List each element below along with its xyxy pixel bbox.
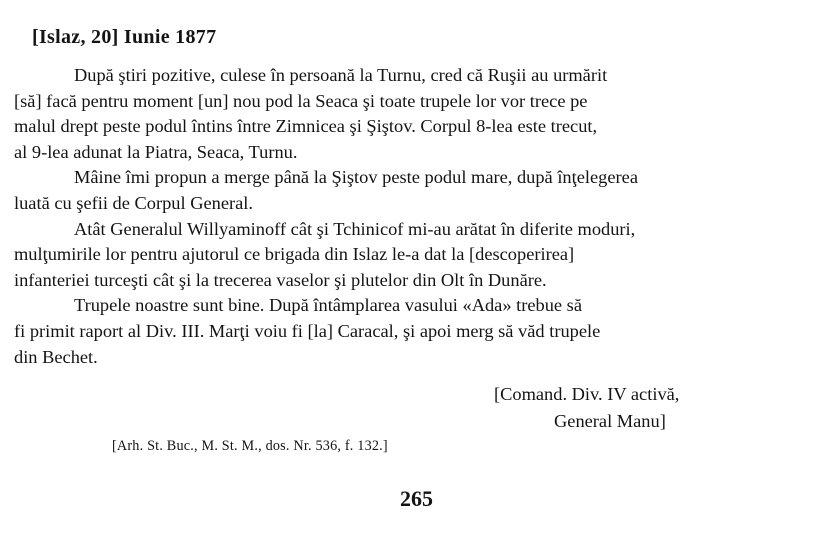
- document-body: [14, 63, 788, 370]
- text-line: din Bechet.: [14, 346, 98, 367]
- paragraph-1: [14, 63, 788, 165]
- text-line: Trupele noastre sunt bine. După întâmplarea vasului «Ada» trebue să: [74, 295, 582, 316]
- text-line: malul drept peste podul întins între Zimnicea şi Şiştov. Corpul 8-lea este trecut,: [14, 116, 598, 137]
- paragraph-2: [14, 165, 788, 216]
- text-line: Atât Generalul Willyaminoff cât şi Tchinicof mi-au arătat în diferite moduri,: [74, 218, 636, 239]
- paragraph-3: [14, 217, 788, 294]
- signature-title: [Comand. Div. IV activă,: [494, 384, 680, 404]
- document-heading: [Islaz, 20] Iunie 1877: [32, 26, 217, 48]
- text-line: După ştiri pozitive, culese în persoană la Turnu, cred că Ruşii au urmărit: [74, 65, 608, 85]
- signature-name: General Manu]: [554, 411, 666, 431]
- text-line: [să] facă pentru moment [un] nou pod la Seaca şi toate trupele lor vor trece pe: [14, 90, 588, 111]
- text-line: al 9-lea adunat la Piatra, Seaca, Turnu.: [14, 141, 298, 162]
- text-line: fi primit raport al Div. III. Marţi voiu fi [la] Caracal, şi apoi merg să văd trupele: [14, 320, 601, 341]
- paragraph-4: [14, 293, 788, 370]
- text-line: Mâine îmi propun a merge până la Şiştov peste podul mare, după înţelegerea: [74, 167, 638, 188]
- text-line: mulţumirile lor pentru ajutorul ce brigada din Islaz le-a dat la [descoperirea]: [14, 244, 575, 265]
- archive-reference: [Arh. St. Buc., M. St. M., dos. Nr. 536, f. 132.]: [112, 438, 388, 454]
- text-line: luată cu şefii de Corpul General.: [14, 192, 253, 213]
- text-line: infanteriei turceşti cât şi la trecerea vaselor şi plutelor din Olt în Dunăre.: [14, 269, 547, 290]
- page-number: 265: [400, 486, 433, 511]
